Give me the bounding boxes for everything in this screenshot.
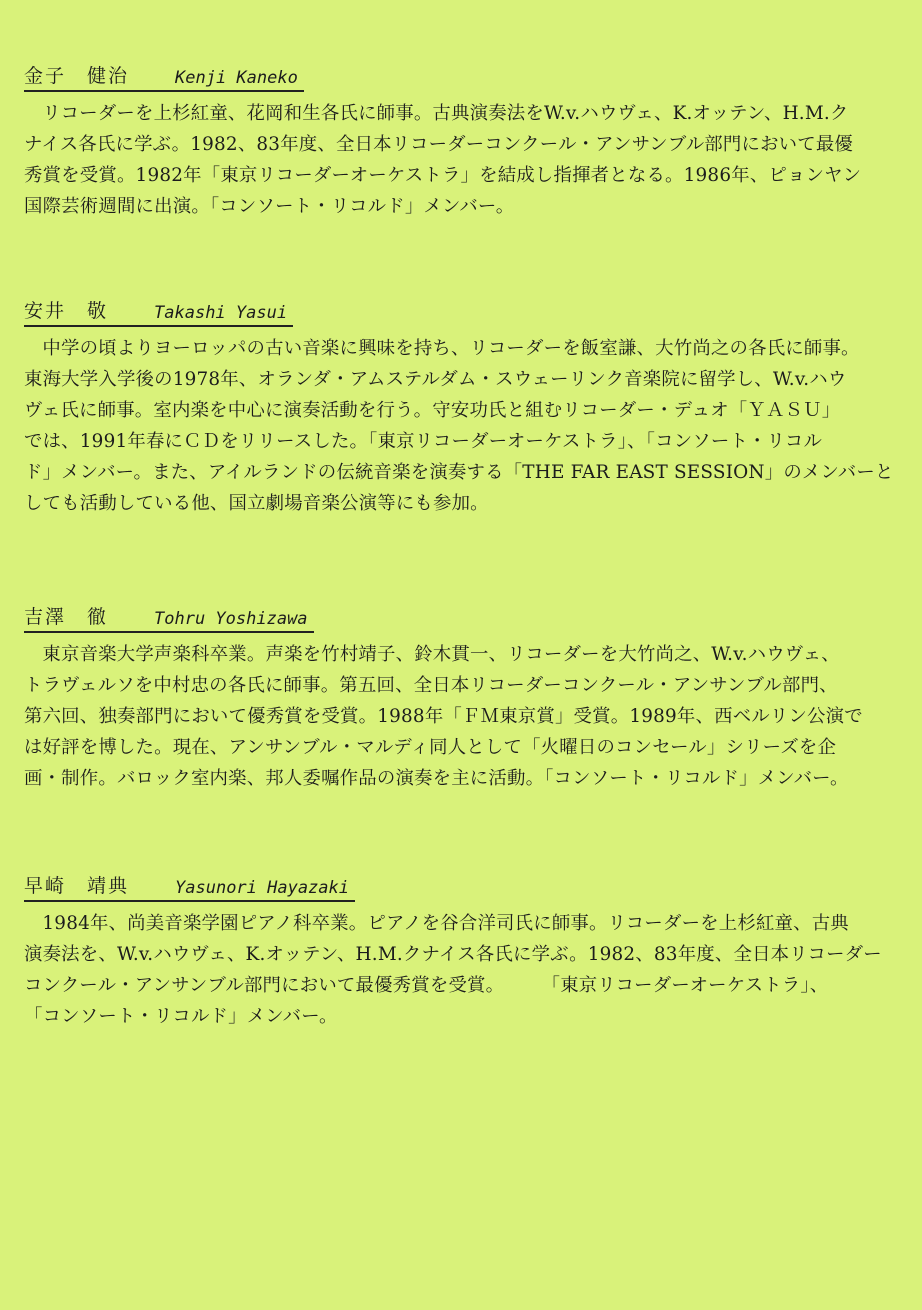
- bio-romaji: Kenji Kaneko: [133, 68, 304, 92]
- bio-line: は好評を博した。現在、アンサンブル・マルディ同人として「火曜日のコンセール」シリーズを企: [24, 737, 837, 758]
- bio-line: 第六回、独奏部門において優秀賞を受賞。1988年「ＦＭ東京賞」受賞。1989年、西ベルリン公演で: [24, 706, 863, 727]
- bio-header: [24, 593, 894, 633]
- bio-line: ヴェ氏に師事。室内楽を中心に演奏活動を行う。守安功氏と組むリコーダー・デュオ「ＹＡＳＵ」: [24, 400, 841, 421]
- bio-line: しても活動している他、国立劇場音楽公演等にも参加。: [24, 493, 489, 514]
- bio-line: 画・制作。バロック室内楽、邦人委嘱作品の演奏を主に活動。「コンソート・リコルド」メンバー。: [24, 768, 849, 789]
- bio-hayazaki: [24, 862, 894, 1032]
- bio-text: [24, 639, 894, 794]
- bio-line: 国際芸術週間に出演。「コンソート・リコルド」メンバー。: [24, 196, 515, 217]
- bio-line: ド」メンバー。また、アイルランドの伝統音楽を演奏する「THE FAR EAST SESSION」のメンバーと: [24, 462, 894, 483]
- bio-romaji: Takashi Yasui: [112, 303, 293, 327]
- bio-romaji: Yasunori Hayazaki: [133, 878, 355, 902]
- bio-line: 中学の頃よりヨーロッパの古い音楽に興味を持ち、リコーダーを飯室謙、大竹尚之の各氏に師事。: [42, 338, 860, 359]
- bio-line: トラヴェルソを中村忠の各氏に師事。第五回、全日本リコーダーコンクール・アンサンブル部門、: [24, 675, 838, 696]
- bio-line: では、1991年春にＣＤをリリースした。「東京リコーダーオーケストラ」、「コンソート・リコル: [24, 431, 823, 452]
- bio-line: コンクール・アンサンブル部門において最優秀賞を受賞。 「東京リコーダーオーケストラ」、: [24, 975, 829, 996]
- bio-name: 安井 敬: [24, 296, 112, 327]
- bio-yasui: [24, 287, 894, 519]
- bio-name: 早崎 靖典: [24, 871, 133, 902]
- bio-text: [24, 908, 894, 1032]
- bio-header: [24, 287, 894, 327]
- bio-line: 「コンソート・リコルド」メンバー。: [24, 1006, 338, 1027]
- bio-line: 演奏法を、W.v.ハウヴェ、K.オッテン、H.M.クナイス各氏に学ぶ。1982、83年度、全日本リコーダー: [24, 944, 882, 965]
- bio-header: [24, 52, 894, 92]
- bio-romaji: Tohru Yoshizawa: [112, 609, 314, 633]
- bio-text: [24, 333, 894, 519]
- bio-line: 1984年、尚美音楽学園ピアノ科卒業。ピアノを谷合洋司氏に師事。リコーダーを上杉紅童、古典: [42, 913, 849, 934]
- bio-header: [24, 862, 894, 902]
- bio-text: [24, 98, 894, 222]
- bio-line: ナイス各氏に学ぶ。1982、83年度、全日本リコーダーコンクール・アンサンブル部門において最優: [24, 134, 854, 155]
- bio-line: 秀賞を受賞。1982年「東京リコーダーオーケストラ」を結成し指揮者となる。1986年、ピョンヤン: [24, 165, 862, 186]
- bio-yoshizawa: [24, 593, 894, 794]
- bio-kaneko: [24, 52, 894, 222]
- bio-name: 吉澤 徹: [24, 602, 112, 633]
- bio-line: 東京音楽大学声楽科卒業。声楽を竹村靖子、鈴木貫一、リコーダーを大竹尚之、W.v.ハウヴェ、: [42, 644, 840, 665]
- bio-line: リコーダーを上杉紅童、花岡和生各氏に師事。古典演奏法をW.v.ハウヴェ、K.オッテン、H.M.ク: [42, 103, 849, 124]
- bio-line: 東海大学入学後の1978年、オランダ・アムステルダム・スウェーリンク音楽院に留学し、W.v.ハウ: [24, 369, 847, 390]
- bio-name: 金子 健治: [24, 61, 133, 92]
